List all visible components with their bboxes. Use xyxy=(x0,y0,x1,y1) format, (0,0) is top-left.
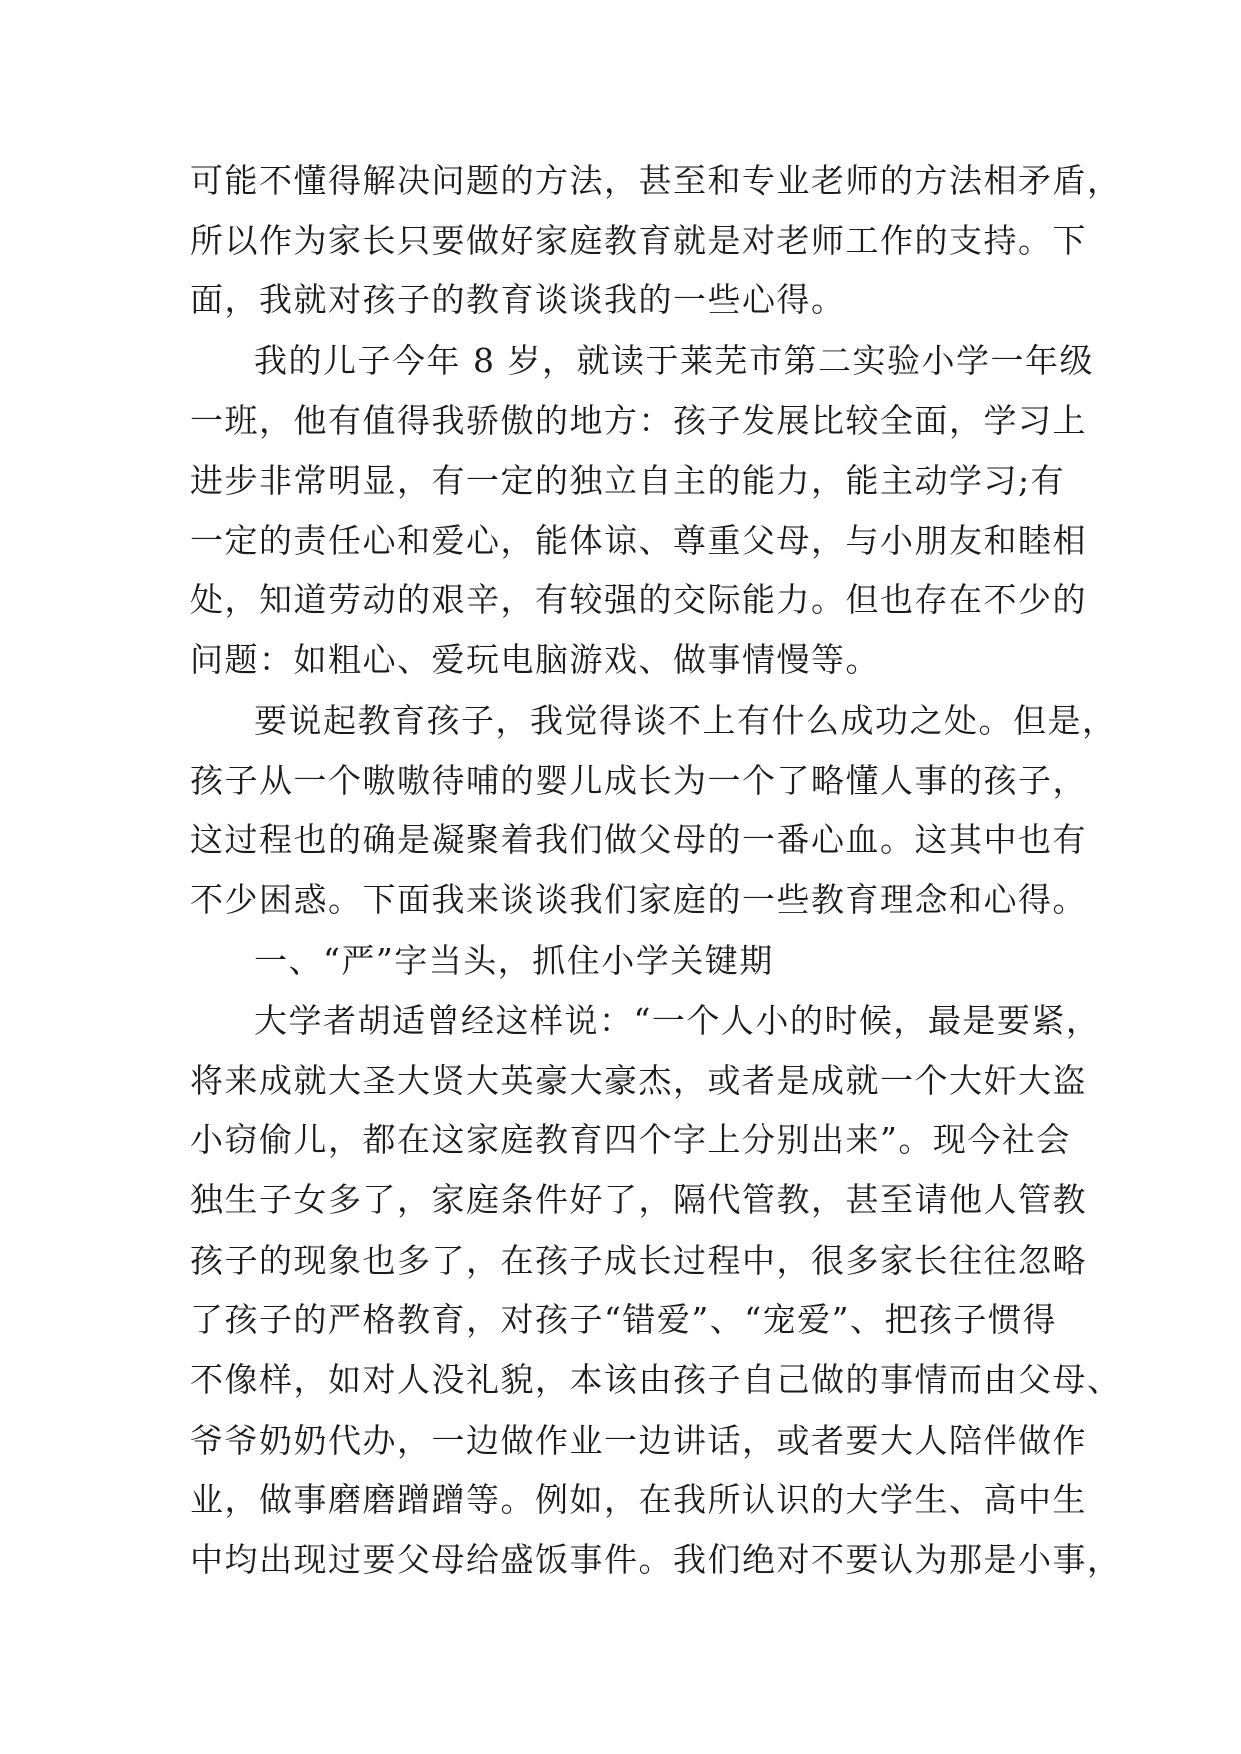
text-line: 这过程也的确是凝聚着我们做父母的一番心血。这其中也有 xyxy=(190,820,1087,859)
paragraph-first-line: 大学者胡适曾经这样说：“一个人小的时候，最是要紧， xyxy=(254,1001,1101,1040)
text-line: 独生子女多了，家庭条件好了，隔代管教，甚至请他人管教 xyxy=(190,1180,1087,1219)
text-line: 面，我就对孩子的教育谈谈我的一些心得。 xyxy=(190,280,846,319)
text-line: 将来成就大圣大贤大英豪大豪杰，或者是成就一个大奸大盗 xyxy=(190,1061,1087,1100)
text-line: 孩子从一个嗷嗷待哺的婴儿成长为一个了略懂人事的孩子， xyxy=(190,761,1087,800)
text-line: 不像样，如对人没礼貌，本该由孩子自己做的事情而由父母、 xyxy=(190,1360,1122,1399)
text-line: 小窃偷儿，都在这家庭教育四个字上分别出来”。现今社会 xyxy=(190,1120,1071,1159)
text-line: 业，做事磨磨蹭蹭等。例如，在我所认识的大学生、高中生 xyxy=(190,1480,1087,1519)
text-line: 进步非常明显，有一定的独立自主的能力，能主动学习;有 xyxy=(190,461,1066,500)
paragraph-first-line: 我的儿子今年 8 岁，就读于莱芜市第二实验小学一年级 xyxy=(254,341,1094,380)
text-line: 所以作为家长只要做好家庭教育就是对老师工作的支持。下 xyxy=(190,221,1087,260)
text-line: 可能不懂得解决问题的方法，甚至和专业老师的方法相矛盾， xyxy=(190,161,1122,200)
text-line: 问题：如粗心、爱玩电脑游戏、做事情慢等。 xyxy=(190,640,880,679)
text-line: 不少困惑。下面我来谈谈我们家庭的一些教育理念和心得。 xyxy=(190,880,1087,919)
text-line: 处，知道劳动的艰辛，有较强的交际能力。但也存在不少的 xyxy=(190,580,1087,619)
text-line: 了孩子的严格教育，对孩子“错爱”、“宠爱”、把孩子惯得 xyxy=(190,1300,1057,1339)
text-line: 孩子的现象也多了，在孩子成长过程中，很多家长往往忽略 xyxy=(190,1241,1087,1280)
section-heading: 一、“严”字当头，抓住小学关键期 xyxy=(254,941,774,980)
text-line: 一班，他有值得我骄傲的地方：孩子发展比较全面，学习上 xyxy=(190,401,1087,440)
paragraph-first-line: 要说起教育孩子，我觉得谈不上有什么成功之处。但是， xyxy=(254,701,1117,740)
text-line: 一定的责任心和爱心，能体谅、尊重父母，与小朋友和睦相 xyxy=(190,521,1087,560)
text-line: 中均出现过要父母给盛饭事件。我们绝对不要认为那是小事， xyxy=(190,1540,1122,1579)
text-line: 爷爷奶奶代办，一边做作业一边讲话，或者要大人陪伴做作 xyxy=(190,1421,1087,1460)
